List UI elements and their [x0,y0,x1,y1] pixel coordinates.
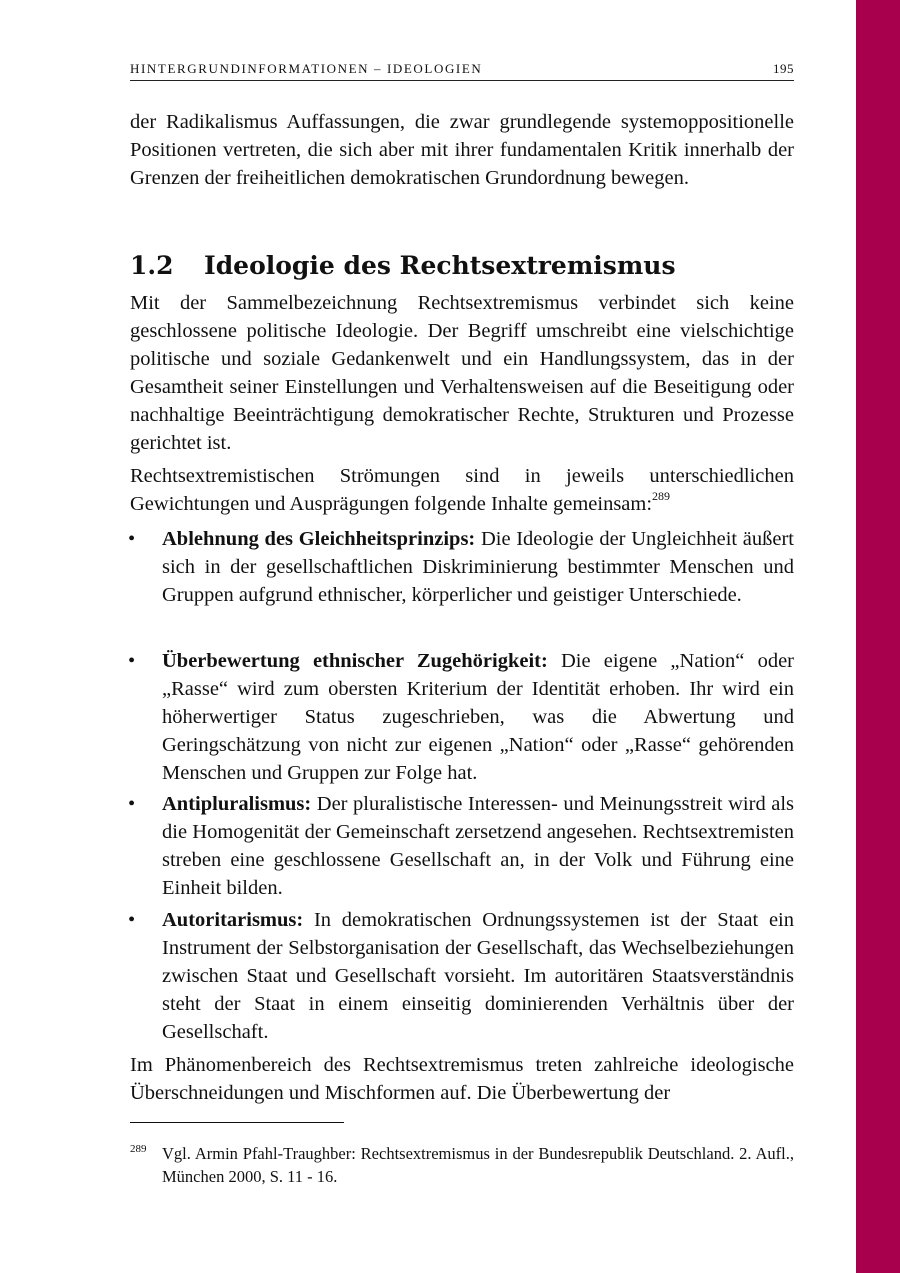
bullet-icon: • [128,528,136,550]
list-item-body [162,525,794,609]
paragraph-2-text: Rechtsextremistischen Strömungen sind in jeweils unterschiedlichen Gewichtungen und Ausprägungen folgende Inhalte gemeinsam: [130,465,794,515]
list-item-text: In demokratischen Ordnungssystemen ist der Staat ein Instrument der Selbstorganisation der Gesellschaft, das Wechselbeziehungen zwischen Staat und Gesellschaft vorsieht. Im autoritären Staatsverständnis steht der Staat in einem einseitig dominierenden Verhältnis über der Gesellschaft. [162,909,794,1043]
intro-paragraph: der Radikalismus Auffassungen, die zwar grundlegende systemoppositionelle Positionen vertreten, die sich aber mit ihrer fundamentalen Kritik innerhalb der Grenzen der freiheitlichen demokratischen Grundordnung bewegen. [130,111,794,189]
footnote-text: Vgl. Armin Pfahl-Traughber: Rechtsextremismus in der Bundesrepublik Deutschland. 2. Aufl., München 2000, S. 11 - 16. [162,1144,794,1186]
side-color-bar [856,0,900,1273]
list-item-text: Der pluralistische Interessen- und Meinungsstreit wird als die Homogenität der Gemeinschaft zersetzend angesehen. Rechtsextremisten streben eine geschlossene Gesellschaft an, in der Volk und Führung eine Einheit bilden. [162,793,794,899]
section-title: Ideologie des Rechtsextremismus [204,251,676,280]
list-item-text: Die Ideologie der Ungleichheit äußert sich in der gesellschaftlichen Diskriminierung bestimmter Menschen und Gruppen aufgrund ethnischer, körperlicher und geistiger Unterschiede. [162,528,794,606]
list-item-term: Antipluralismus: [162,793,312,815]
paragraph-2 [130,462,794,518]
footnote-divider [130,1122,344,1123]
bullet-icon: • [128,909,136,931]
list-item-body [162,647,794,787]
running-title: HINTERGRUNDINFORMATIONEN – IDEOLOGIEN [130,61,483,76]
section-heading [130,250,794,282]
list-item-term: Autoritarismus: [162,909,304,931]
bullet-icon: • [128,793,136,815]
list-item-body [162,906,794,1046]
running-header [130,60,794,81]
list-item-term: Ablehnung des Gleichheitsprinzips: [162,528,476,550]
list-item-text: Die eigene „Nation“ oder „Rasse“ wird zum obersten Kriterium der Identität erhoben. Ihr wird ein höherwertiger Status zugeschrieben, was die Abwertung und Geringschätzung von nicht zur eigenen „Nation“ oder „Rasse“ gehörenden Menschen und Gruppen zur Folge hat. [162,650,795,784]
list-item-body [162,790,794,902]
list-item-term: Überbewertung ethnischer Zugehörigkeit: [162,650,548,672]
section-number: 1.2 [130,251,174,280]
bullet-icon: • [128,650,136,672]
footnote-reference: 289 [652,489,671,504]
paragraph-3: Im Phänomenbereich des Rechtsextremismus treten zahlreiche ideologische Überschneidungen und Mischformen auf. Die Überbewertung der [130,1054,794,1104]
footnote-number: 289 [130,1143,147,1155]
paragraph-1: Mit der Sammelbezeichnung Rechtsextremismus verbindet sich keine geschlossene politische Ideologie. Der Begriff umschreibt eine vielschichtige politische und soziale Gedankenwelt und ein Handlungssystem, das in der Gesamtheit seiner Einstellungen und Verhaltensweisen auf die Beseitigung oder nachhaltige Beeinträchtigung demokratischer Rechte, Strukturen und Prozesse gerichtet ist. [130,292,794,454]
page-number: 195 [773,61,794,76]
